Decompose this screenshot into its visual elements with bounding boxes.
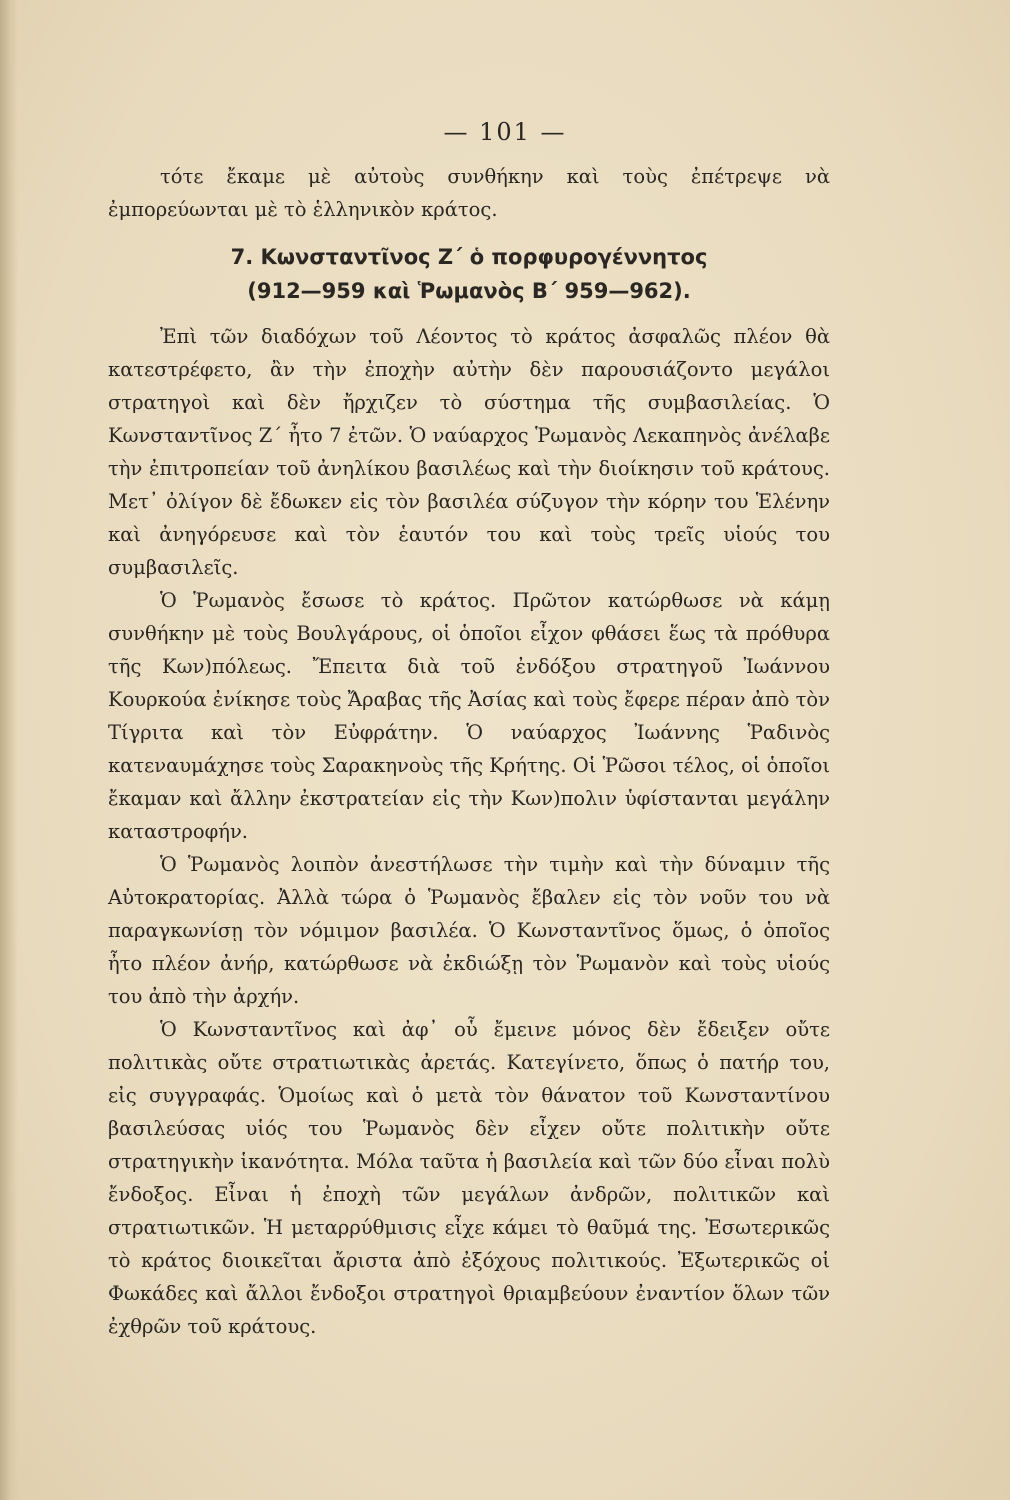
section-heading-title: 7. Κωνσταντῖνος Ζ΄ ὁ πορφυρογέννητος [230, 245, 708, 269]
paragraph-1: Ἐπὶ τῶν διαδόχων τοῦ Λέοντος τὸ κράτος ἀσφαλῶς πλέον θὰ κατεστρέφετο, ἂν τὴν ἐποχὴν αὐτὴν δὲν παρουσιάζοντο μεγάλοι στρατηγοὶ καὶ δὲν ἤρχιζεν τὸ σύστημα τῆς συμβασιλείας. Ὁ Κωνσταντῖνος Ζ΄ ἦτο 7 ἐτῶν. Ὁ ναύαρχος Ῥωμανὸς Λεκαπηνὸς ἀνέλαβε τὴν ἐπιτροπείαν τοῦ ἀνηλίκου βασιλέως καὶ τὴν διοίκησιν τοῦ κράτους. Μετ᾽ ὀλίγον δὲ ἔδωκεν εἰς τὸν βασιλέα σύζυγον τὴν κόρην του Ἑλένην καὶ ἀνηγόρευσε καὶ τὸν ἑαυτόν του καὶ τοὺς τρεῖς υἱούς του συμβασιλεῖς. [108, 325, 830, 579]
page-spine-shadow [0, 0, 18, 1500]
section-heading-dates: (912—959 καὶ Ῥωμανὸς Β΄ 959—962). [247, 279, 691, 303]
body-text [108, 160, 830, 1343]
paragraph-4: Ὁ Κωνσταντῖνος καὶ ἀφ᾽ οὗ ἔμεινε μόνος δὲν ἔδειξεν οὔτε πολιτικὰς οὔτε στρατιωτικὰς ἀρετάς. Κατεγίνετο, ὅπως ὁ πατήρ του, εἰς συγγραφάς. Ὁμοίως καὶ ὁ μετὰ τὸν θάνατον τοῦ Κωνσταντίνου βασιλεύσας υἱός του Ῥωμανὸς δὲν εἶχεν οὔτε πολιτικὴν οὔτε στρατηγικὴν ἱκανότητα. Μόλα ταῦτα ἡ βασιλεία καὶ τῶν δύο εἶναι πολὺ ἔνδοξος. Εἶναι ἡ ἐποχὴ τῶν μεγάλων ἀνδρῶν, πολιτικῶν καὶ στρατιωτικῶν. Ἡ μεταρρύθμισις εἶχε κάμει τὸ θαῦμά της. Ἐσωτερικῶς τὸ κράτος διοικεῖται ἄριστα ἀπὸ ἐξόχους πολιτικούς. Ἐξωτερικῶς οἱ Φωκάδες καὶ ἄλλοι ἔνδοξοι στρατηγοὶ θριαμβεύουν ἐναντίον ὅλων τῶν ἐχθρῶν τοῦ κράτους. [108, 1018, 830, 1338]
page-number: — 101 — [443, 118, 567, 146]
paragraph-3: Ὁ Ῥωμανὸς λοιπὸν ἀνεστήλωσε τὴν τιμὴν καὶ τὴν δύναμιν τῆς Αὐτοκρατορίας. Ἀλλὰ τώρα ὁ Ῥωμανὸς ἔβαλεν εἰς τὸν νοῦν του νὰ παραγκωνίσῃ τὸν νόμιμον βασιλέα. Ὁ Κωνσταντῖνος ὅμως, ὁ ὁποῖος ἦτο πλέον ἀνήρ, κατώρθωσε νὰ ἐκδιώξῃ τὸν Ῥωμανὸν καὶ τοὺς υἱούς του ἀπὸ τὴν ἀρχήν. [108, 853, 830, 1008]
paragraph-2: Ὁ Ῥωμανὸς ἔσωσε τὸ κράτος. Πρῶτον κατώρθωσε νὰ κάμῃ συνθήκην μὲ τοὺς Βουλγάρους, οἱ ὁποῖοι εἶχον φθάσει ἕως τὰ πρόθυρα τῆς Κων)πόλεως. Ἔπειτα διὰ τοῦ ἐνδόξου στρατηγοῦ Ἰωάννου Κουρκούα ἐνίκησε τοὺς Ἄραβας τῆς Ἀσίας καὶ τοὺς ἔφερε πέραν ἀπὸ τὸν Τίγριτα καὶ τὸν Εὐφράτην. Ὁ ναύαρχος Ἰωάννης Ῥαδινὸς κατεναυμάχησε τοὺς Σαρακηνοὺς τῆς Κρήτης. Οἱ Ῥῶσοι τέλος, οἱ ὁποῖοι ἔκαμαν καὶ ἄλλην ἐκστρατείαν εἰς τὴν Κων)πολιν ὑφίστανται μεγάλην καταστροφήν. [108, 589, 830, 843]
section-heading [108, 240, 830, 308]
paragraph-continuation: τότε ἔκαμε μὲ αὐτοὺς συνθήκην καὶ τοὺς ἐπέτρεψε νὰ ἐμπορεύωνται μὲ τὸ ἑλληνικὸν κράτος. [108, 165, 830, 221]
